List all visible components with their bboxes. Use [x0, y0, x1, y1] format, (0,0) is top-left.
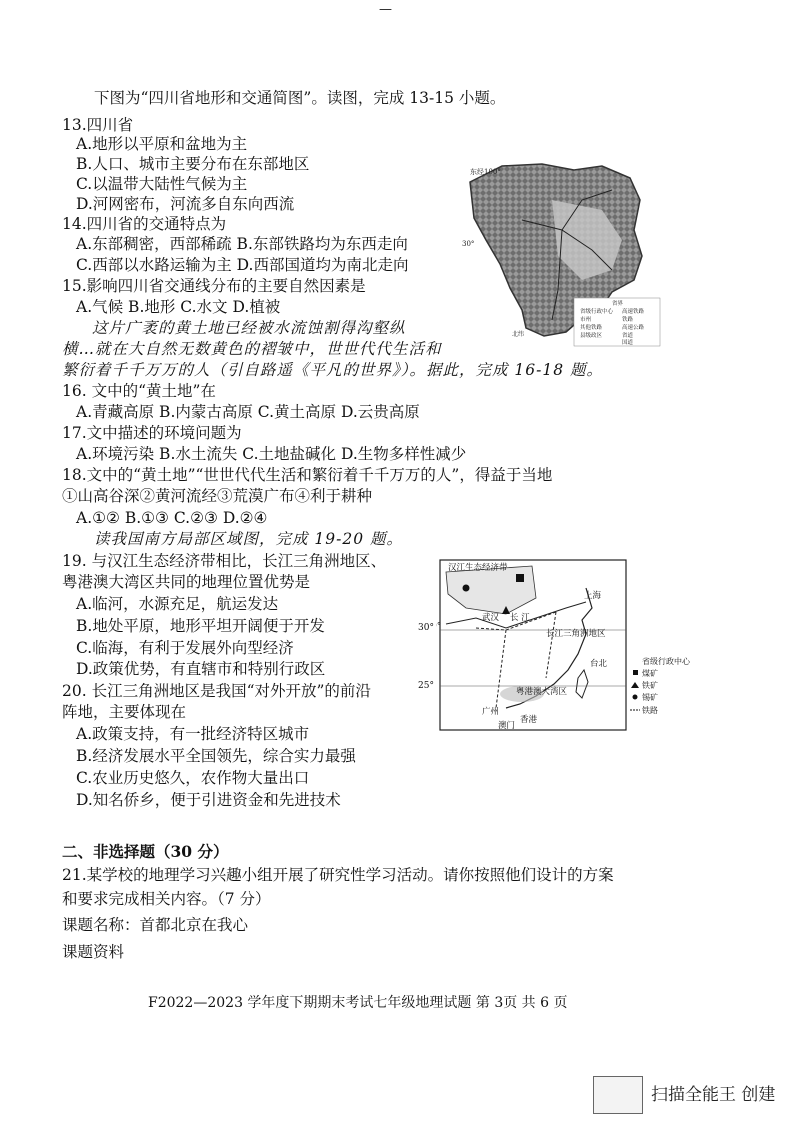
- q16-stem: 16. 文中的“黄土地”在: [62, 382, 216, 400]
- q15-stem: 15.影响四川省交通线分布的主要自然因素是: [62, 277, 366, 295]
- coal-mine-icon: [516, 574, 524, 582]
- passage-line-1: 这片广袤的黄土地已经被水流蚀割得沟壑纵: [92, 319, 406, 337]
- q14-options-cd: C.西部以水路运输为主 D.西部国道均为南北走向: [76, 256, 409, 274]
- intro-19-20: 读我国南方局部区域图，完成 19-20 题。: [94, 530, 404, 548]
- passage-line-3: 繁衍着千千万万的人（引自路遥《平凡的世界》）。据此，完成 16-18 题。: [62, 361, 604, 379]
- legend-item: 省道: [622, 333, 634, 339]
- south-china-region-map: [436, 558, 706, 733]
- q13-option-b: B.人口、城市主要分布在东部地区: [76, 155, 310, 173]
- legend-item: 省级行政中心: [642, 657, 690, 666]
- intro-13-15: 下图为“四川省地形和交通简图”。读图，完成 13-15 小题。: [94, 89, 506, 107]
- scanner-logo: [593, 1076, 643, 1114]
- legend-item: 铁矿: [642, 681, 658, 690]
- city-label: 广州: [482, 707, 500, 717]
- lat25-side-label: 25°: [418, 681, 434, 691]
- city-label: 武汉: [482, 613, 500, 623]
- q20-option-c: C.农业历史悠久，农作物大量出口: [76, 769, 310, 787]
- gba-label: 粤港澳大湾区: [516, 687, 568, 697]
- q13-stem: 13.四川省: [62, 116, 134, 134]
- q21-topic: 课题名称：首都北京在我心: [62, 916, 249, 934]
- legend-item: 市州: [580, 317, 592, 323]
- sichuan-terrain-map: [462, 160, 662, 348]
- south-china-map-svg: [436, 558, 706, 733]
- q13-option-a: A.地形以平原和盆地为主: [76, 135, 248, 153]
- sichuan-map-svg: [462, 160, 662, 348]
- tin-mine-icon: [463, 585, 470, 592]
- region-label: 汉江生态经济带: [448, 563, 508, 573]
- city-label: 台北: [590, 659, 608, 669]
- top-mark: —: [379, 2, 392, 17]
- legend-item: 国道: [622, 340, 634, 346]
- q13-option-c: C.以温带大陆性气候为主: [76, 175, 248, 193]
- city-label: 上海: [584, 591, 602, 601]
- q19-option-a: A.临河，水源充足，航运发达: [76, 595, 279, 613]
- lon-label: 东经100°: [470, 168, 501, 176]
- q19-option-c: C.临海，有利于发展外向型经济: [76, 639, 294, 657]
- q19-stem-line-1: 19. 与汉江生态经济带相比，长江三角洲地区、: [62, 552, 387, 570]
- map1-legend: [574, 298, 660, 346]
- q20-stem-line-2: 阵地，主要体现在: [62, 703, 187, 721]
- section-2-heading: 二、非选择题（30 分）: [62, 842, 229, 861]
- scanner-watermark: 扫描全能王 创建: [651, 1085, 776, 1105]
- legend-item: 锡矿: [642, 693, 658, 702]
- legend-item: 省界: [612, 301, 624, 307]
- q19-option-d: D.政策优势，有直辖市和特别行政区: [76, 660, 326, 678]
- yrd-label: 长江三角洲地区: [546, 629, 606, 639]
- legend-item: 高速铁路: [622, 309, 645, 315]
- q18-stem: 18.文中的“黄土地”“世世代代生活和繁衍着千千万万的人”，得益于当地: [62, 466, 553, 484]
- q14-options-ab: A.东部稠密，西部稀疏 B.东部铁路均为东西走向: [76, 235, 408, 253]
- q16-options: A.青藏高原 B.内蒙古高原 C.黄土高原 D.云贵高原: [76, 403, 420, 421]
- q20-option-d: D.知名侨乡，便于引进资金和先进技术: [76, 791, 341, 809]
- legend-item: 高速公路: [622, 325, 645, 331]
- q19-option-b: B.地处平原，地形平坦开阔便于开发: [76, 617, 325, 635]
- q20-option-a: A.政策支持，有一批经济特区城市: [76, 725, 310, 743]
- city-label: 香港: [520, 715, 538, 725]
- q20-stem-line-1: 20. 长江三角洲地区是我国“对外开放”的前沿: [62, 682, 371, 700]
- lat30-label: °: [436, 621, 442, 631]
- q19-stem-line-2: 粤港澳大湾区共同的地理位置优势是: [62, 573, 311, 591]
- legend-item: 铁路: [642, 706, 658, 715]
- legend-item: 铁路: [622, 317, 634, 323]
- q21-line-2: 和要求完成相关内容。（7 分）: [62, 890, 271, 908]
- lat30-side-label: 30°: [418, 623, 434, 633]
- q21-material: 课题资料: [62, 943, 125, 961]
- q17-options: A.环境污染 B.水土流失 C.土地盐碱化 D.生物多样性减少: [76, 445, 467, 463]
- q15-options: A.气候 B.地形 C.水文 D.植被: [76, 298, 281, 316]
- q20-option-b: B.经济发展水平全国领先，综合实力最强: [76, 747, 356, 765]
- q14-stem: 14.四川省的交通特点为: [62, 215, 227, 233]
- passage-line-2: 横…就在大自然无数黄色的褶皱中，世世代代生活和: [62, 340, 442, 358]
- lat-label: 30°: [462, 240, 475, 248]
- lat2-label: 北纬: [512, 331, 525, 338]
- q13-option-d: D.河网密布，河流多自东向西流: [76, 195, 295, 213]
- q18-items: ①山高谷深②黄河流经③荒漠广布④利于耕种: [62, 487, 373, 505]
- q17-stem: 17.文中描述的环境问题为: [62, 424, 242, 442]
- page-footer: F2022—2023 学年度下期期末考试七年级地理试题 第 3页 共 6 页: [148, 995, 568, 1011]
- legend-item: 省级行政中心: [580, 309, 614, 315]
- map2-legend: [630, 656, 691, 715]
- q18-options: A.①② B.①③ C.②③ D.②④: [76, 509, 268, 527]
- legend-item: 煤矿: [642, 669, 658, 678]
- legend-item: 其他铁路: [580, 325, 603, 331]
- q21-line-1: 21.某学校的地理学习兴趣小组开展了研究性学习活动。请你按照他们设计的方案: [62, 866, 614, 884]
- legend-item: 县级政区: [580, 333, 603, 339]
- city-label: 澳门: [498, 721, 516, 731]
- river-label: 长 江: [510, 613, 530, 623]
